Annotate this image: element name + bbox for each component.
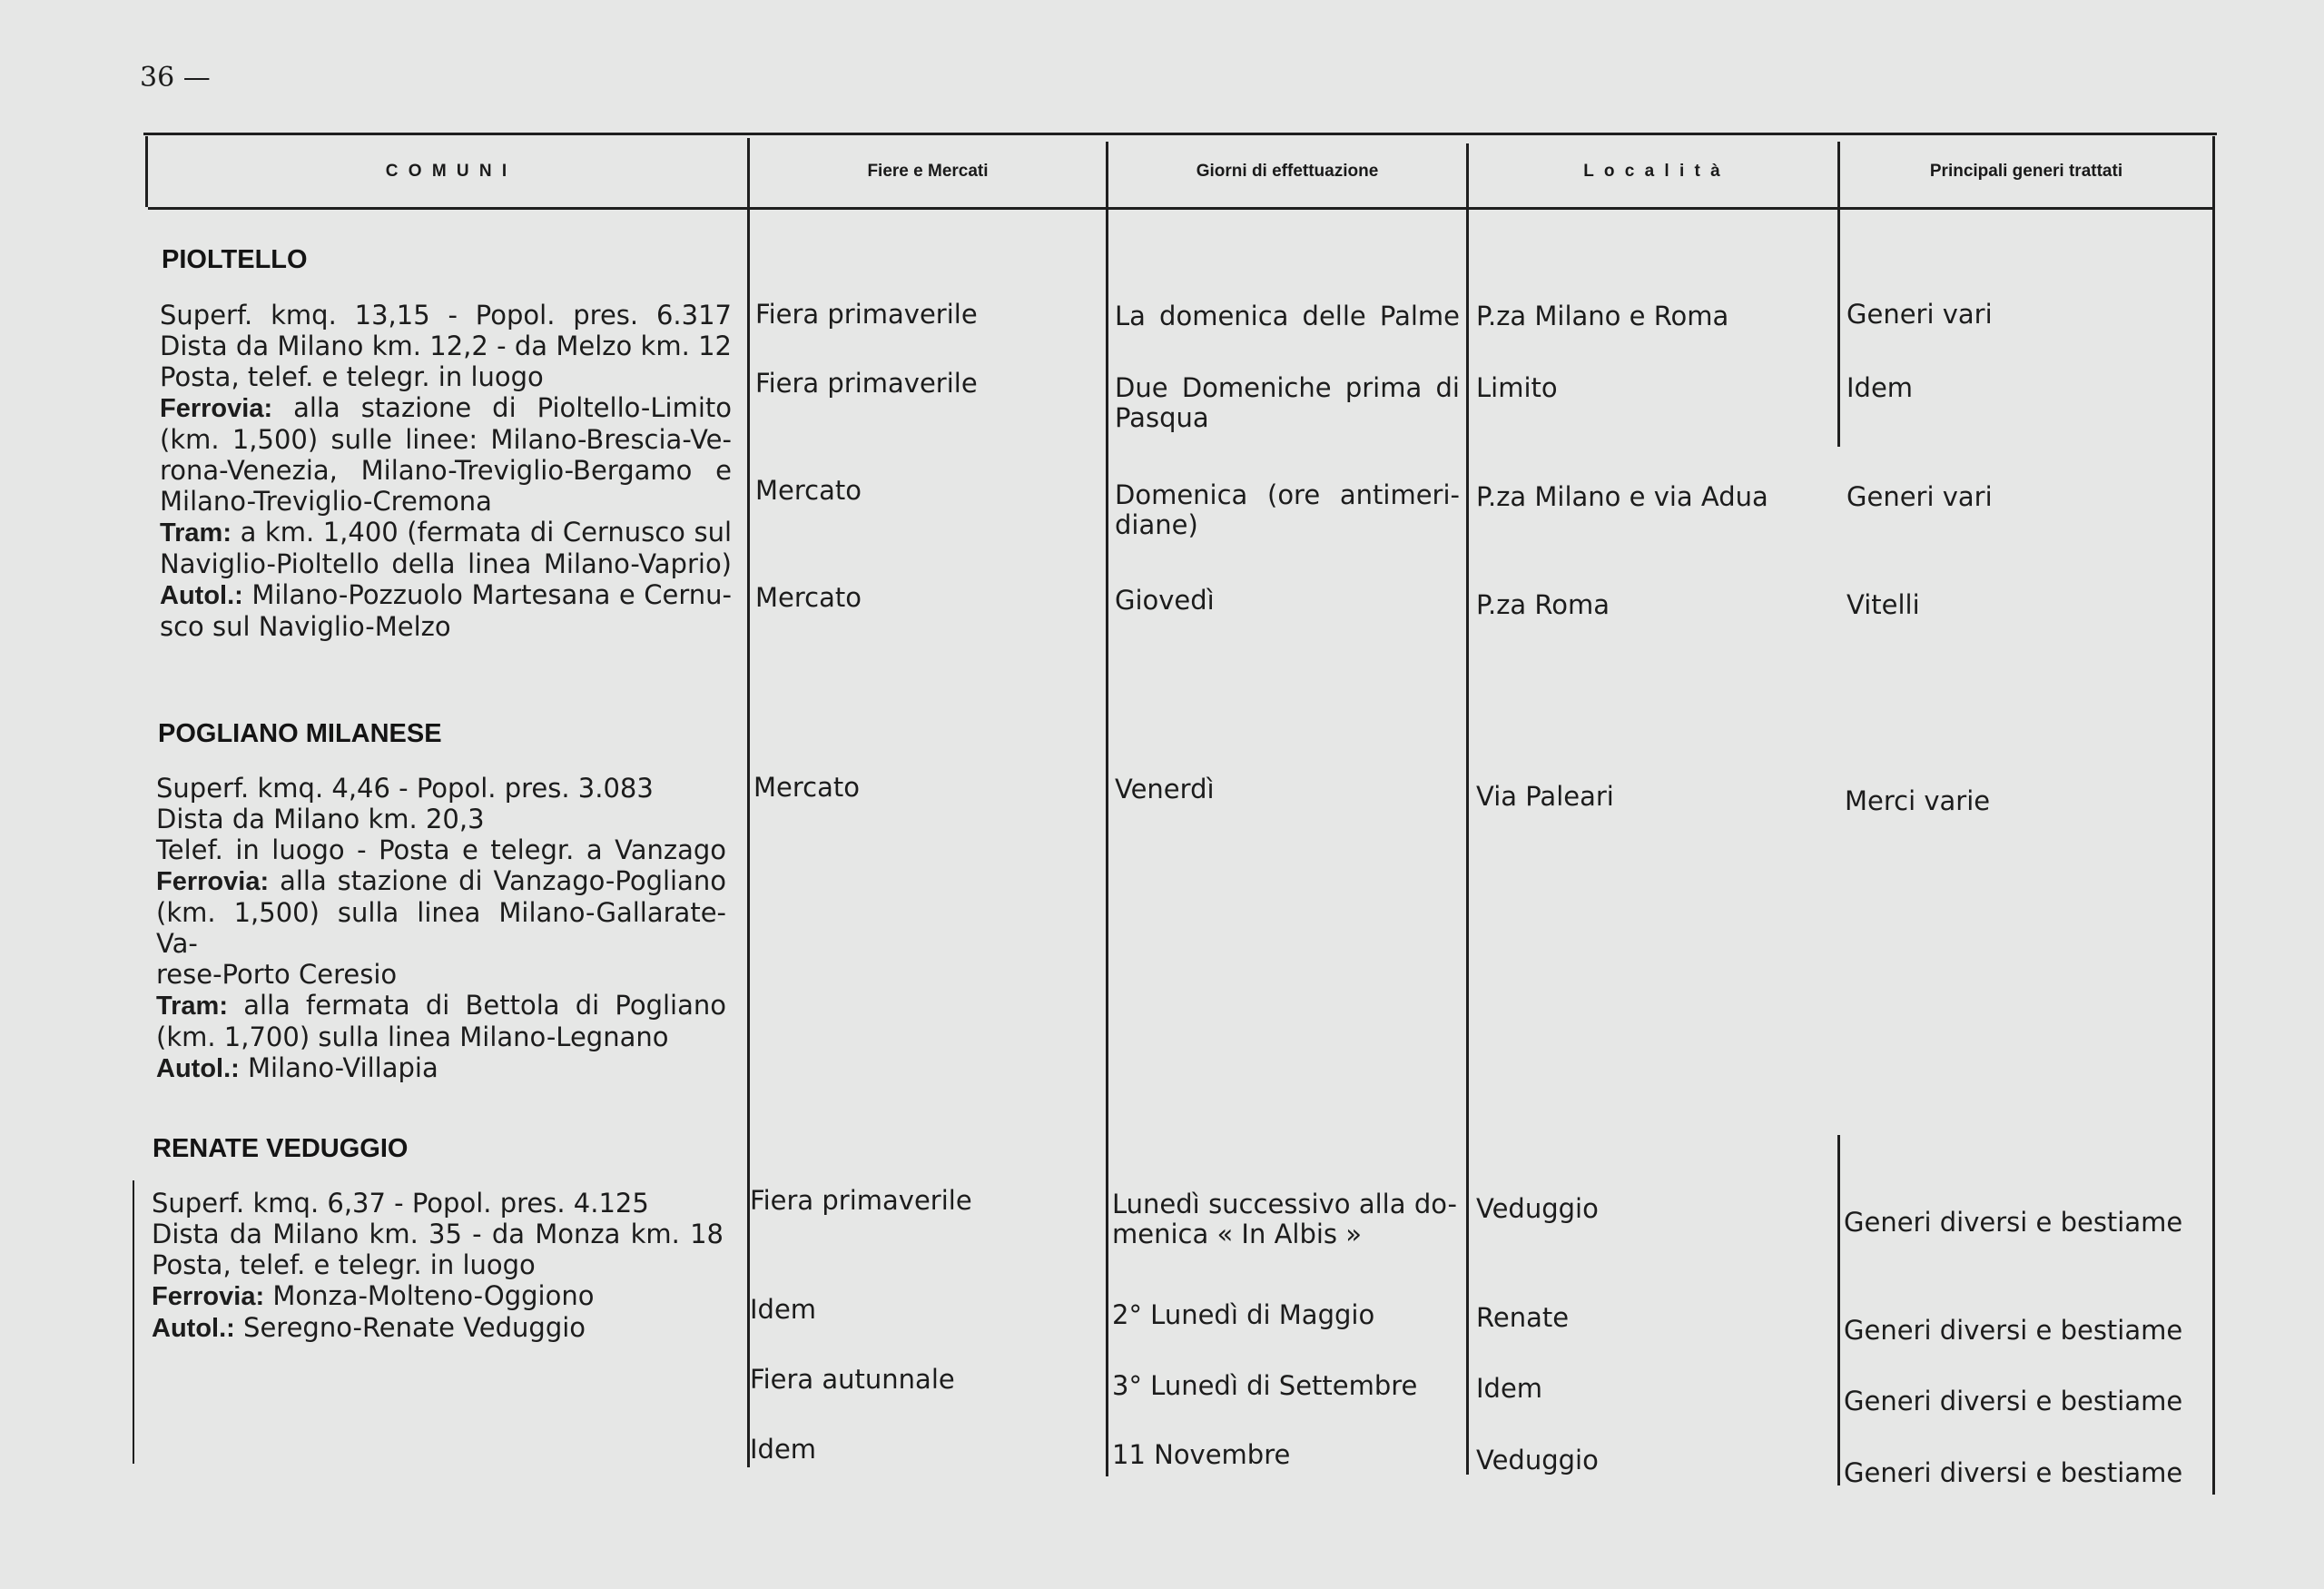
giorni-cell: Lunedì successivo alla do- menica « In Albis » — [1112, 1189, 1457, 1249]
fiera-cell: Fiera primaverile — [755, 368, 978, 399]
localita-cell: P.za Milano e via Adua — [1476, 481, 1768, 512]
comune-name: RENATE VEDUGGIO — [153, 1134, 409, 1163]
column-divider-5 — [1837, 142, 1840, 447]
localita-cell: Renate — [1476, 1302, 1570, 1333]
giorni-cell: 11 Novembre — [1112, 1439, 1291, 1470]
comune-name: PIOLTELLO — [162, 245, 308, 274]
comune-description: Superf. kmq. 6,37 - Popol. pres. 4.125 Dista da Milano km. 35 - da Monza km. 18 Posta, telef. e telegr. in luogo Ferrovia: Monza-Molteno-Oggiono Autol.: Seregno-Renate Veduggio — [152, 1188, 724, 1343]
generi-cell: Generi vari — [1846, 299, 1993, 330]
column-divider-3 — [1106, 142, 1108, 1476]
generi-cell: Generi diversi e bestiame — [1844, 1207, 2183, 1238]
comune-name: POGLIANO MILANESE — [158, 719, 442, 748]
page-number: 36 — — [140, 62, 211, 94]
localita-cell: P.za Milano e Roma — [1476, 301, 1729, 331]
giorni-cell: Domenica (ore antimeri- diane) — [1115, 479, 1460, 540]
localita-cell: Via Paleari — [1476, 781, 1614, 812]
generi-cell: Generi diversi e bestiame — [1844, 1315, 2183, 1346]
column-divider-5b — [1837, 1135, 1840, 1485]
localita-cell: P.za Roma — [1476, 589, 1610, 620]
column-divider-2 — [747, 138, 750, 1467]
header-fiere: Fiere e Mercati — [867, 162, 989, 181]
localita-cell: Veduggio — [1476, 1193, 1599, 1224]
comune-description: Superf. kmq. 4,46 - Popol. pres. 3.083 Dista da Milano km. 20,3 Telef. in luogo - Posta e telegr. a Vanzago Ferrovia: alla stazione di Vanzago-Pogliano (km. 1,500) sulla linea Milano-Gallarate-Va- rese-Porto Ceresio Tram: alla fermata di Bettola di Pogliano (km. 1,700) sulla linea Milano-Legnano Autol.: Milano-Villapia — [156, 773, 727, 1083]
generi-cell: Merci varie — [1845, 785, 1991, 816]
fiera-cell: Idem — [750, 1294, 817, 1325]
header-localita: L o c a l i t à — [1583, 162, 1723, 181]
giorni-cell: Venerdì — [1115, 774, 1215, 804]
fiera-cell: Idem — [750, 1434, 817, 1465]
column-divider-left — [133, 1180, 134, 1464]
column-divider-4 — [1466, 143, 1469, 1475]
generi-cell: Generi diversi e bestiame — [1844, 1457, 2183, 1488]
localita-cell: Limito — [1476, 372, 1558, 403]
giorni-cell: Due Domeniche prima di Pasqua — [1115, 372, 1460, 433]
header-giorni: Giorni di effettuazione — [1196, 162, 1379, 181]
fiera-cell: Mercato — [755, 582, 862, 613]
header-comuni: C O M U N I — [385, 162, 510, 181]
header-bottom-rule — [148, 207, 2212, 210]
generi-cell: Generi vari — [1846, 481, 1993, 512]
fiera-cell: Mercato — [753, 772, 860, 803]
fiera-cell: Fiera autunnale — [750, 1364, 955, 1395]
column-divider-6 — [2212, 136, 2215, 1495]
generi-cell: Vitelli — [1846, 589, 1920, 620]
giorni-cell: 3° Lunedì di Settembre — [1112, 1370, 1418, 1401]
localita-cell: Veduggio — [1476, 1445, 1599, 1476]
fiera-cell: Fiera primaverile — [755, 299, 978, 330]
generi-cell: Idem — [1846, 372, 1914, 403]
giorni-cell: La domenica delle Palme — [1115, 301, 1460, 331]
localita-cell: Idem — [1476, 1373, 1543, 1404]
giorni-cell: Giovedì — [1115, 585, 1215, 616]
comune-description: Superf. kmq. 13,15 - Popol. pres. 6.317 Dista da Milano km. 12,2 - da Melzo km. 12 Posta, telef. e telegr. in luogo Ferrovia: alla stazione di Pioltello-Limito (km. 1,500) sulle linee: Milano-Brescia-Ve- rona-Venezia, Milano-Treviglio-Bergamo e Milano-Treviglio-Cremona Tram: a km. 1,400 (fermata di Cernusco sul Naviglio-Pioltello della linea Milano-Vaprio) Autol.: Milano-Pozzuolo Martesana e Cernu- sco sul Naviglio-Melzo — [160, 300, 733, 642]
header-generi: Principali generi trattati — [1929, 162, 2123, 181]
generi-cell: Generi diversi e bestiame — [1844, 1386, 2183, 1416]
fiera-cell: Mercato — [755, 475, 862, 506]
giorni-cell: 2° Lunedì di Maggio — [1112, 1299, 1375, 1330]
fiera-cell: Fiera primaverile — [750, 1185, 972, 1216]
table-top-rule — [143, 133, 2217, 135]
